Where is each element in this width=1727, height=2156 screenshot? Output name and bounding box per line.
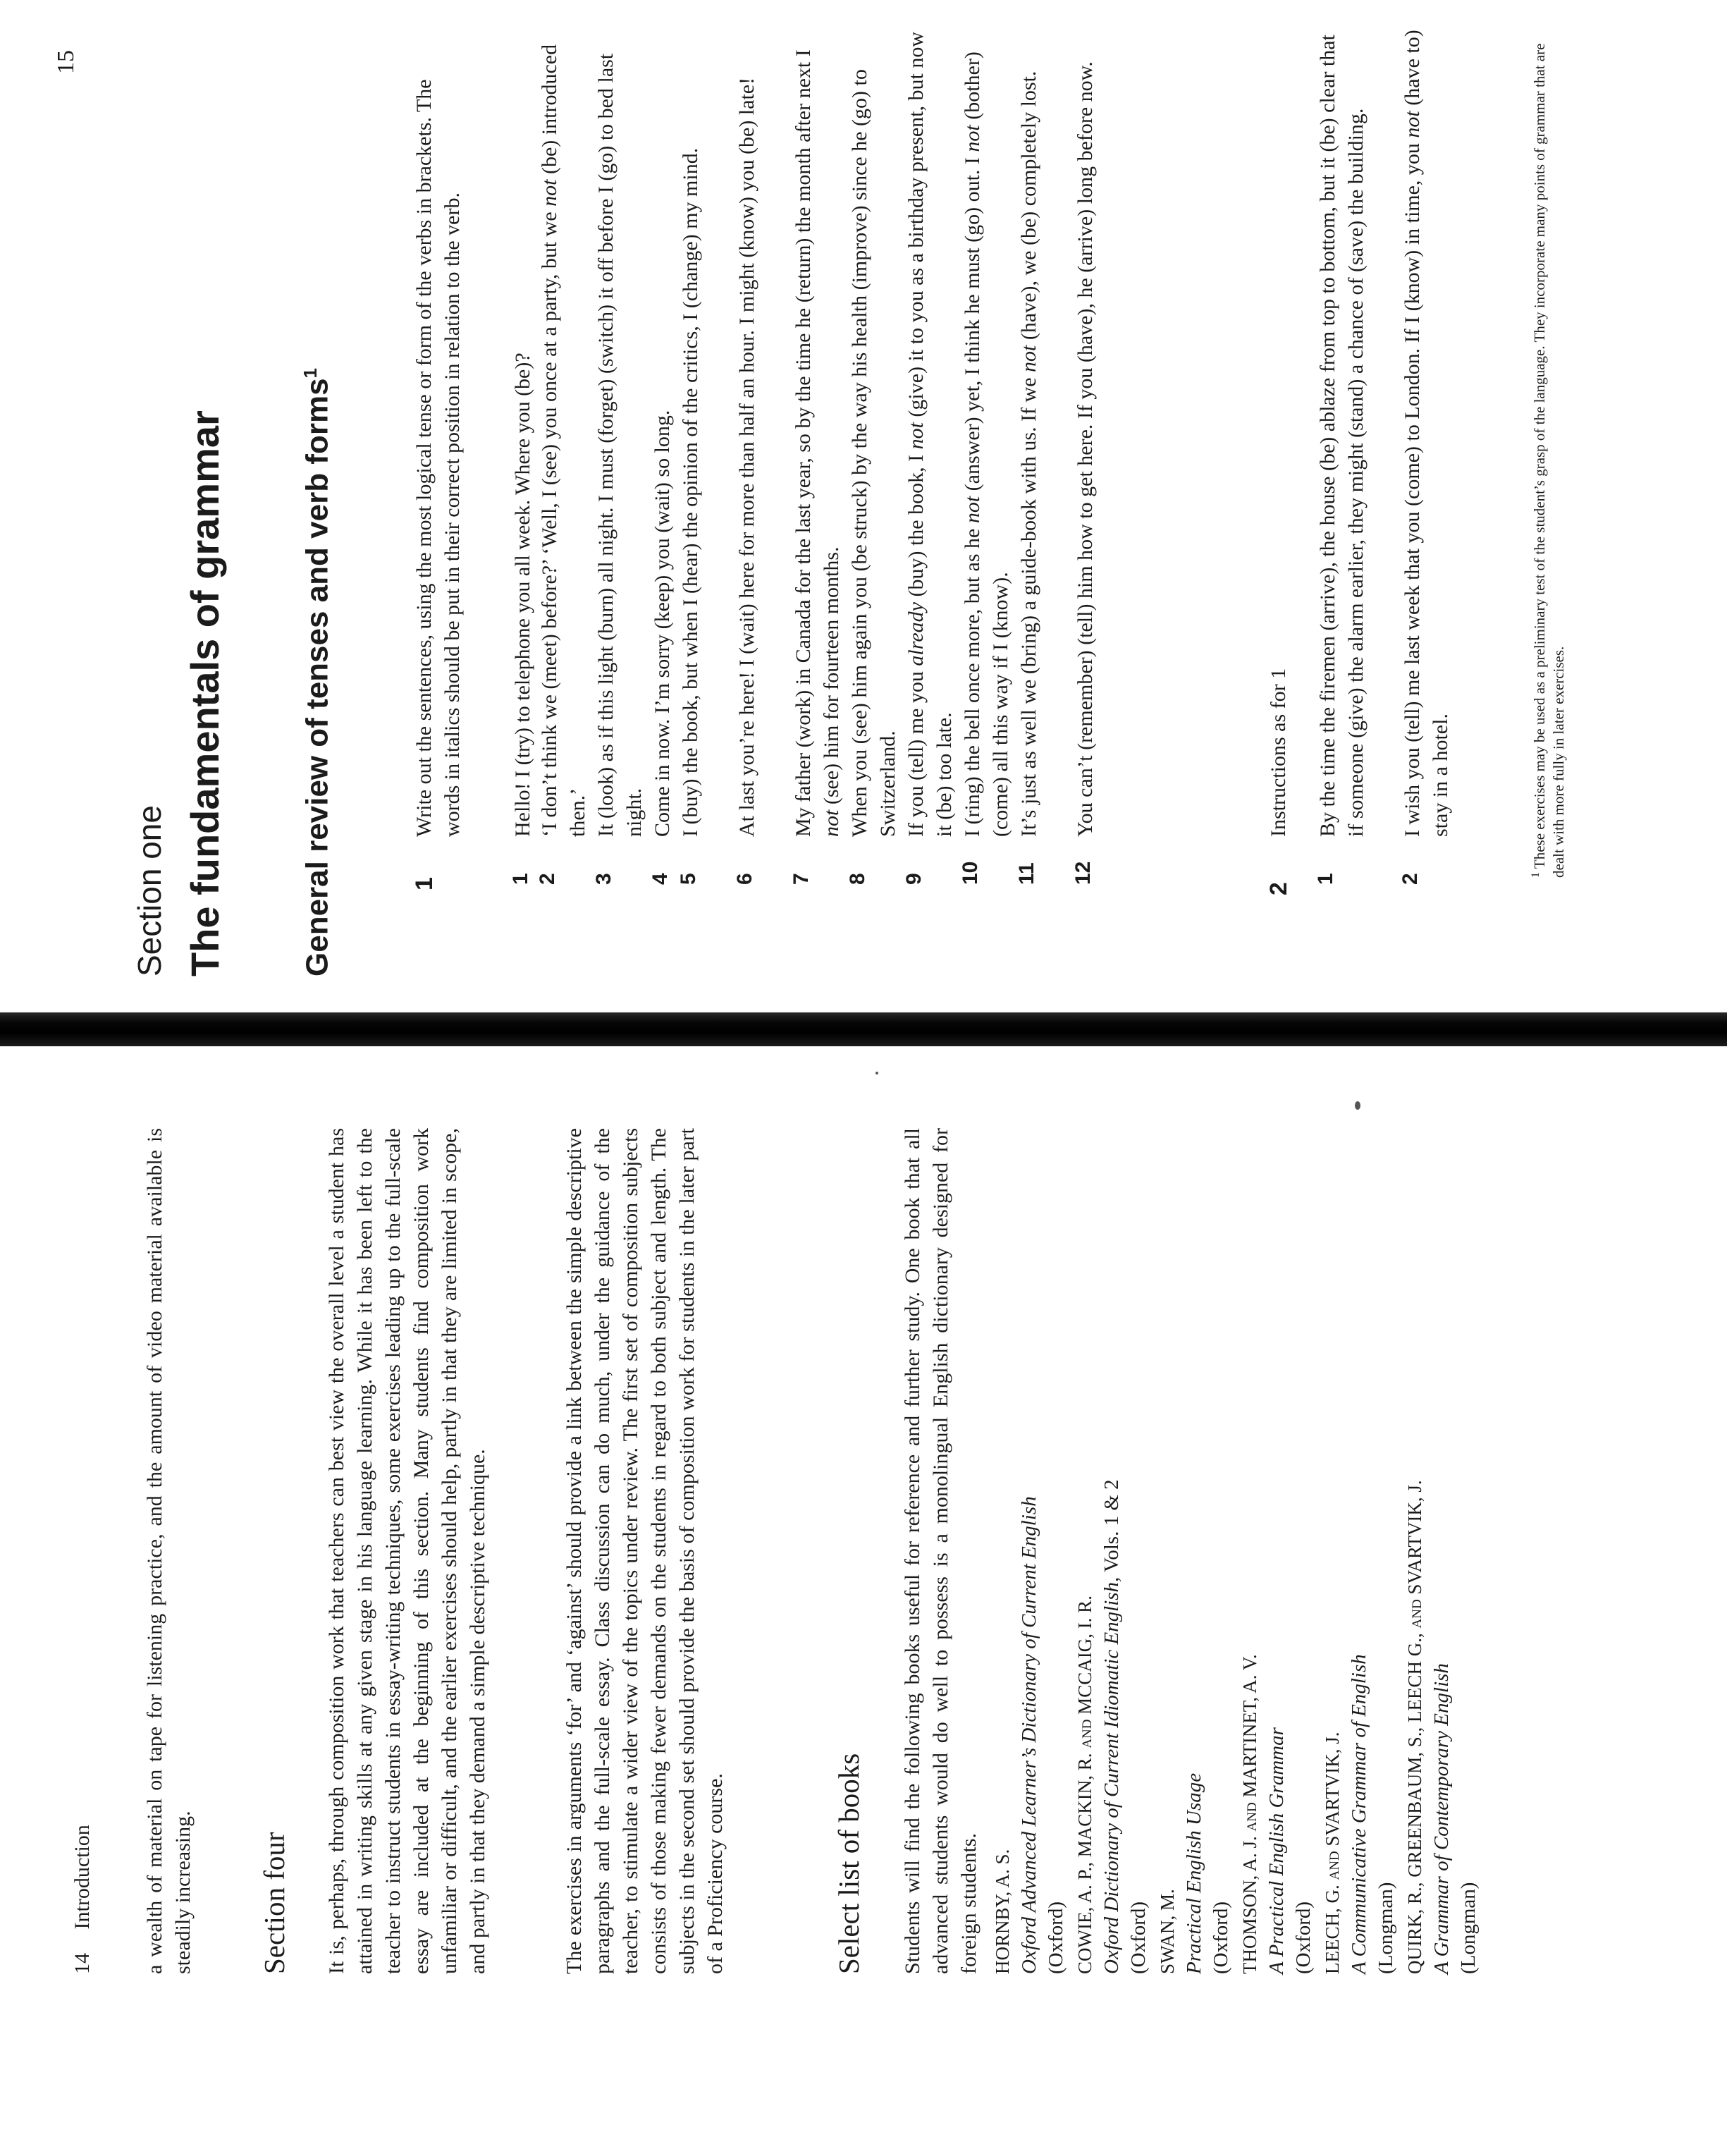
book-title: A Grammar of Contemporary English — [1430, 1663, 1453, 1974]
item-number: 4 — [649, 873, 672, 885]
running-head-title: Introduction — [70, 1825, 94, 1930]
section-four-paragraph-1: It is, perhaps, through composition work that teachers can best view the overall level a student has attained in writing skills at any given stage in his language learning. While it has been left to the teacher to instruct students in essay-writing techniques, some exercises leading up to the full-scale essay are included at the beginning of this section. Many students find composition work unfamiliar or difficult, and the earlier exercises should help, partly in that they are limited in scope, and partly in that they demand a simple descriptive technique. — [325, 1128, 489, 1974]
intro-paragraph: a wealth of material on tape for listening practice, and the amount of video material available is steadily increasing. — [143, 1128, 195, 1974]
item-number: 2 — [1399, 873, 1422, 885]
book-author: SWAN, M. — [1157, 1889, 1178, 1974]
book-entry — [989, 1496, 1069, 1974]
item-number: 3 — [592, 873, 615, 885]
left-page — [0, 987, 1727, 1974]
book-publisher: (Longman) — [1457, 1882, 1480, 1974]
book-publisher: (Oxford) — [1210, 1901, 1232, 1974]
exercise-item: When you (see) him again you (be struck) by the way his health (improve) since he (go) to Switzerland. — [848, 69, 899, 837]
book-publisher: (Oxford) — [1292, 1901, 1315, 1974]
book-author: THOMSON, A. J. and MARTINET, A. V. — [1239, 1654, 1260, 1974]
exercise-item: It (look) as if this light (burn) all night. I must (forget) (switch) it off before I (go) to bed last night. — [594, 53, 646, 837]
book-author: HORNBY, A. S. — [992, 1849, 1013, 1974]
exercise-item: Come in now. I’m sorry (keep) you (wait) so long. — [651, 410, 674, 837]
exercise-number: 1 — [411, 877, 438, 890]
exercise-item: I wish you (tell) me last week that you (come) to London. If I (know) in time, you not (have to) stay in a hotel. — [1401, 30, 1452, 837]
item-number: 11 — [1015, 862, 1038, 885]
footnote-marker: 1 — [300, 367, 321, 379]
book-entry — [1154, 1773, 1234, 1974]
item-number: 8 — [846, 873, 869, 885]
exercise-item: At last you’re here! I (wait) here for more than half an hour. I might (know) you (be) late! — [735, 77, 758, 837]
exercise-item: If you (tell) me you already (buy) the book, I not (give) it to you as a birthday present, but now it (be) too late. — [904, 32, 956, 837]
exercise-item: By the time the firemen (arrive), the house (be) ablaze from top to bottom, but it (be) clear that if someone (give) the alarm earlier, they might (stand) a chance of (save) the building. — [1316, 35, 1368, 837]
page-number: 14 — [70, 1953, 94, 1974]
exercise-item: You can’t (remember) (tell) him how to get here. If you (have), he (arrive) long before now. — [1074, 61, 1097, 837]
book-title: A Practical English Grammar — [1265, 1727, 1288, 1974]
subsection-title-text: General review of tenses and verb forms — [300, 378, 335, 976]
subsection-title — [300, 368, 336, 976]
book-title: Oxford Advanced Learner’s Dictionary of Current English — [1018, 1496, 1040, 1974]
footnote — [1526, 32, 1568, 878]
exercise-item: I (ring) the bell once more, but as he not (answer) yet, I think he must (go) out. I not (bother) (come) all this way if I (know). — [961, 51, 1012, 837]
item-number: 1 — [1314, 873, 1337, 885]
section-four-paragraph-2: The exercises in arguments ‘for’ and ‘against’ should provide a link between the simple descriptive paragraphs and the full-scale essay. Class discussion can do much, under the guidance of the teacher, to stimulate a wider view of the topics under review. The first set of composition subjects consists of those making fewer demands on the students in regard to both subject and length. The subjects in the second set should provide the basis of composition work for students in the later part of a Proficiency course. — [563, 1128, 727, 1974]
section-four-heading: Section four — [258, 1832, 290, 1974]
book-title: Practical English Usage — [1183, 1772, 1205, 1974]
book-list-intro: Students will find the following books useful for reference and further study. One book that all advanced students would do well to possess is a monolingual English dictionary designed for foreign students. — [901, 1128, 981, 1974]
footnote-text: These exercises may be used as a preliminary test of the student’s grasp of the language. They incorporate many points of grammar that are dealt with more fully in later exercises. — [1531, 43, 1567, 878]
item-number: 1 — [509, 873, 532, 885]
item-number: 10 — [959, 861, 982, 885]
exercise-item: ‘I don’t think we (meet) before?’ ‘Well, I (see) you once at a party, but we not (be) introduced then.’ — [538, 44, 589, 837]
item-number: 5 — [677, 873, 700, 885]
item-number: 9 — [902, 873, 926, 885]
footnote-number: 1 — [1530, 872, 1542, 878]
book-volumes: Vols. 1 & 2 — [1100, 1479, 1123, 1577]
book-author: QUIRK, R., GREENBAUM, S., LEECH G., and SVARTVIK, J. — [1404, 1480, 1425, 1974]
page-number: 15 — [53, 50, 79, 74]
item-number: 6 — [733, 873, 756, 885]
exercise-item: I (buy) the book, but when I (hear) the opinion of the critics, I (change) my mind. — [679, 147, 702, 837]
book-list-heading: Select list of books — [832, 1753, 865, 1974]
book-entry — [1319, 1654, 1399, 1974]
exercise-item: It’s just as well we (bring) a guide-book with us. If we not (have), we (be) completely lost. — [1017, 71, 1040, 837]
book-entry — [1071, 1479, 1152, 1974]
book-title: A Communicative Grammar of English — [1348, 1654, 1370, 1974]
exercise-instructions: Instructions as for 1 — [1267, 668, 1290, 837]
exercise-item: Hello! I (try) to telephone you all week. Where you (be)? — [511, 353, 534, 837]
section-label: Section one — [131, 805, 168, 976]
exercise-number: 2 — [1265, 882, 1292, 895]
book-author: COWIE, A. P., MACKIN, R. and MCCAIG, I. R. — [1074, 1595, 1095, 1974]
book-publisher: (Longman) — [1375, 1882, 1397, 1974]
item-number: 2 — [536, 873, 559, 885]
book-author: LEECH, G. and SVARTVIK, J. — [1322, 1732, 1343, 1974]
book-entry — [1401, 1480, 1482, 1974]
book-title: Oxford Dictionary of Current Idiomatic English, — [1100, 1576, 1123, 1974]
book-publisher: (Oxford) — [1127, 1901, 1150, 1974]
book-entry — [1236, 1654, 1317, 1974]
exercise-instructions: Write out the sentences, using the most logical tense or form of the verbs in brackets. The words in italics should be put in their correct position in relation to the verb. — [412, 79, 464, 837]
section-title: The fundamentals of grammar — [183, 410, 227, 976]
item-number: 12 — [1071, 861, 1095, 885]
running-head — [70, 1825, 94, 1974]
item-number: 7 — [789, 873, 813, 885]
book-publisher: (Oxford) — [1045, 1901, 1067, 1974]
right-page — [0, 0, 1727, 1005]
exercise-item: My father (work) in Canada for the last year, so by the time he (return) the month after next I not (see) him for fourteen months. — [792, 49, 843, 837]
